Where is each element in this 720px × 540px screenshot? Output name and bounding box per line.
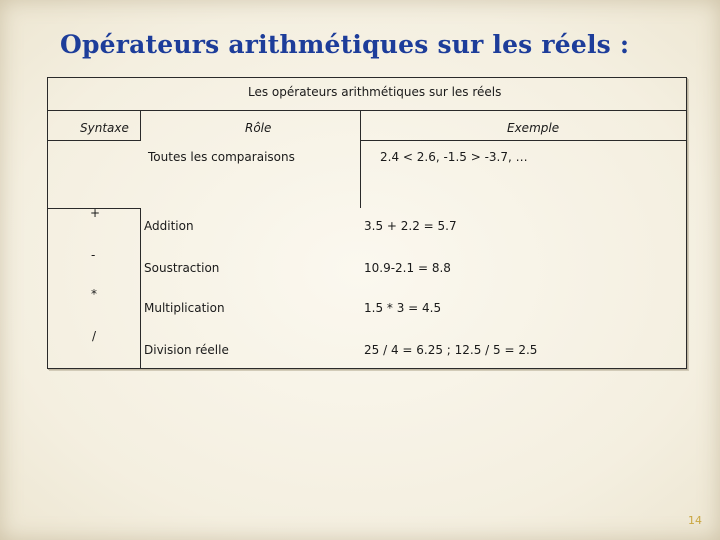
operators-table bbox=[47, 77, 687, 369]
row-example: 3.5 + 2.2 = 5.7 bbox=[364, 219, 457, 233]
header-divider-left bbox=[48, 140, 140, 141]
header-syntax: Syntaxe bbox=[80, 121, 129, 135]
comparisons-example: 2.4 < 2.6, -1.5 > -3.7, … bbox=[380, 150, 528, 164]
comparisons-role: Toutes les comparaisons bbox=[148, 150, 295, 164]
syntax-col-divider-bottom bbox=[140, 208, 141, 368]
row-role: Multiplication bbox=[144, 301, 225, 315]
row-role: Division réelle bbox=[144, 343, 229, 357]
row-syntax: / bbox=[92, 329, 97, 343]
header-divider-right bbox=[360, 140, 686, 141]
row-example: 1.5 * 3 = 4.5 bbox=[364, 301, 442, 315]
row-role: Soustraction bbox=[144, 261, 220, 275]
table-caption: Les opérateurs arithmétiques sur les réels bbox=[248, 85, 502, 99]
slide-title: Opérateurs arithmétiques sur les réels : bbox=[60, 30, 630, 59]
syntax-col-divider-top bbox=[140, 110, 141, 141]
header-role: Rôle bbox=[245, 121, 272, 135]
row-syntax: + bbox=[90, 206, 101, 220]
row-example: 10.9-2.1 = 8.8 bbox=[364, 261, 451, 275]
page-number: 14 bbox=[688, 514, 702, 527]
row-syntax: - bbox=[91, 248, 96, 262]
caption-divider bbox=[48, 110, 686, 111]
row-syntax: * bbox=[91, 287, 97, 301]
row-example: 25 / 4 = 6.25 ; 12.5 / 5 = 2.5 bbox=[364, 343, 538, 357]
header-example: Exemple bbox=[507, 121, 560, 135]
row-role: Addition bbox=[144, 219, 194, 233]
example-col-divider-top bbox=[360, 110, 361, 208]
